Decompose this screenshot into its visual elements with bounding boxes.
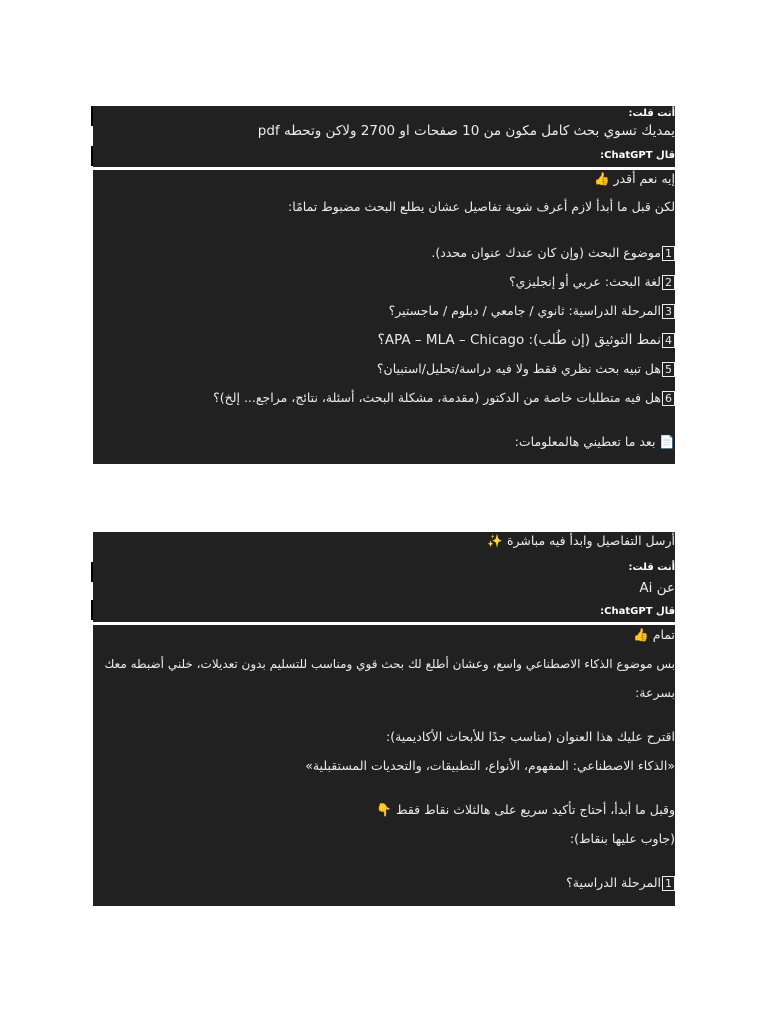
conversation-block — [93, 532, 675, 622]
number-badge: 5 — [662, 362, 675, 377]
after-line — [99, 433, 675, 451]
before-text: لكن قبل ما أبدأ لازم أعرف شوية تفاصيل عشان يطلع البحث مضبوط تمامًا: — [288, 199, 675, 214]
list-item — [99, 244, 675, 262]
list-item — [99, 389, 675, 407]
list-item-text: هل تبيه بحث نظري فقط ولا فيه دراسة/تحليل/استبيان؟ — [376, 361, 661, 376]
intro-line — [99, 170, 675, 188]
user-message-text: يمديك تسوي بحث كامل مكون من 10 صفحات او 2700 ولاكن وتحطه pdf — [257, 123, 675, 139]
number-badge: 2 — [662, 275, 675, 290]
number-badge: 4 — [662, 333, 675, 348]
number-badge: 1 — [662, 246, 675, 261]
assistant-label: قال ChatGPT: — [600, 606, 675, 617]
assistant-response-block — [93, 170, 675, 464]
paragraph-line: بسرعة: — [635, 685, 675, 700]
list-item-text: لغة البحث: عربي أو إنجليزي؟ — [508, 274, 661, 289]
suggested-title: «الذكاء الاصطناعي: المفهوم، الأنواع، التطبيقات، والتحديات المستقبلية» — [305, 758, 675, 773]
edge-marker — [91, 600, 93, 620]
intro-text: تمام — [652, 627, 675, 642]
list-item-text: المرحلة الدراسية: ثانوي / جامعي / دبلوم / ماجستير؟ — [388, 303, 661, 318]
answer-text: (جاوب عليها بنقاط): — [569, 831, 675, 846]
list-item-text: موضوع البحث (وإن كان عندك عنوان محدد). — [431, 245, 661, 260]
document-icon: 📄 — [659, 434, 675, 449]
user-label: أنت قلت: — [628, 562, 675, 573]
edge-marker — [91, 562, 93, 582]
divider — [93, 167, 675, 169]
number-badge: 6 — [662, 391, 675, 406]
list-item-text: المرحلة الدراسية؟ — [566, 875, 661, 890]
list-item-text: نمط التوثيق (إن طُلب): APA – MLA – Chicago؟ — [377, 332, 661, 348]
thumbs-up-icon: 👍 — [633, 627, 649, 642]
list-item — [99, 302, 675, 320]
list-item — [99, 331, 675, 349]
before-line — [99, 801, 675, 819]
send-line — [99, 532, 675, 550]
sparkles-icon: ✨ — [487, 533, 503, 548]
edge-marker — [91, 106, 93, 126]
number-badge: 1 — [662, 876, 675, 891]
divider — [93, 622, 675, 624]
assistant-response-block — [93, 625, 675, 906]
user-message-block — [93, 106, 675, 167]
send-text: أرسل التفاصيل وابدأ فيه مباشرة — [506, 533, 675, 548]
intro-text: إيه نعم أقدر — [613, 171, 675, 186]
user-message-text: عن Ai — [639, 580, 675, 596]
pointing-down-icon: 👇 — [376, 802, 392, 817]
list-item — [99, 874, 675, 892]
before-text: وقبل ما أبدأ، أحتاج تأكيد سريع على هالثلاث نقاط فقط — [395, 802, 675, 817]
list-item-text: هل فيه متطلبات خاصة من الدكتور (مقدمة، مشكلة البحث، أسئلة، نتائج، مراجع... إلخ)؟ — [213, 390, 661, 405]
edge-marker — [91, 146, 93, 166]
thumbs-up-icon: 👍 — [593, 171, 610, 186]
list-item — [99, 273, 675, 291]
number-badge: 3 — [662, 304, 675, 319]
after-text: بعد ما تعطيني هالمعلومات: — [514, 434, 656, 449]
assistant-label: قال ChatGPT: — [600, 150, 675, 161]
user-label: أنت قلت: — [628, 108, 675, 119]
list-item — [99, 360, 675, 378]
suggest-text: اقترح عليك هذا العنوان (مناسب جدًا للأبحاث الأكاديمية): — [386, 729, 675, 744]
paragraph-line: بس موضوع الذكاء الاصطناعي واسع، وعشان أطلع لك بحث قوي ومناسب للتسليم بدون تعديلات، خلني أضبطه معك — [104, 657, 675, 671]
intro-line — [99, 626, 675, 644]
